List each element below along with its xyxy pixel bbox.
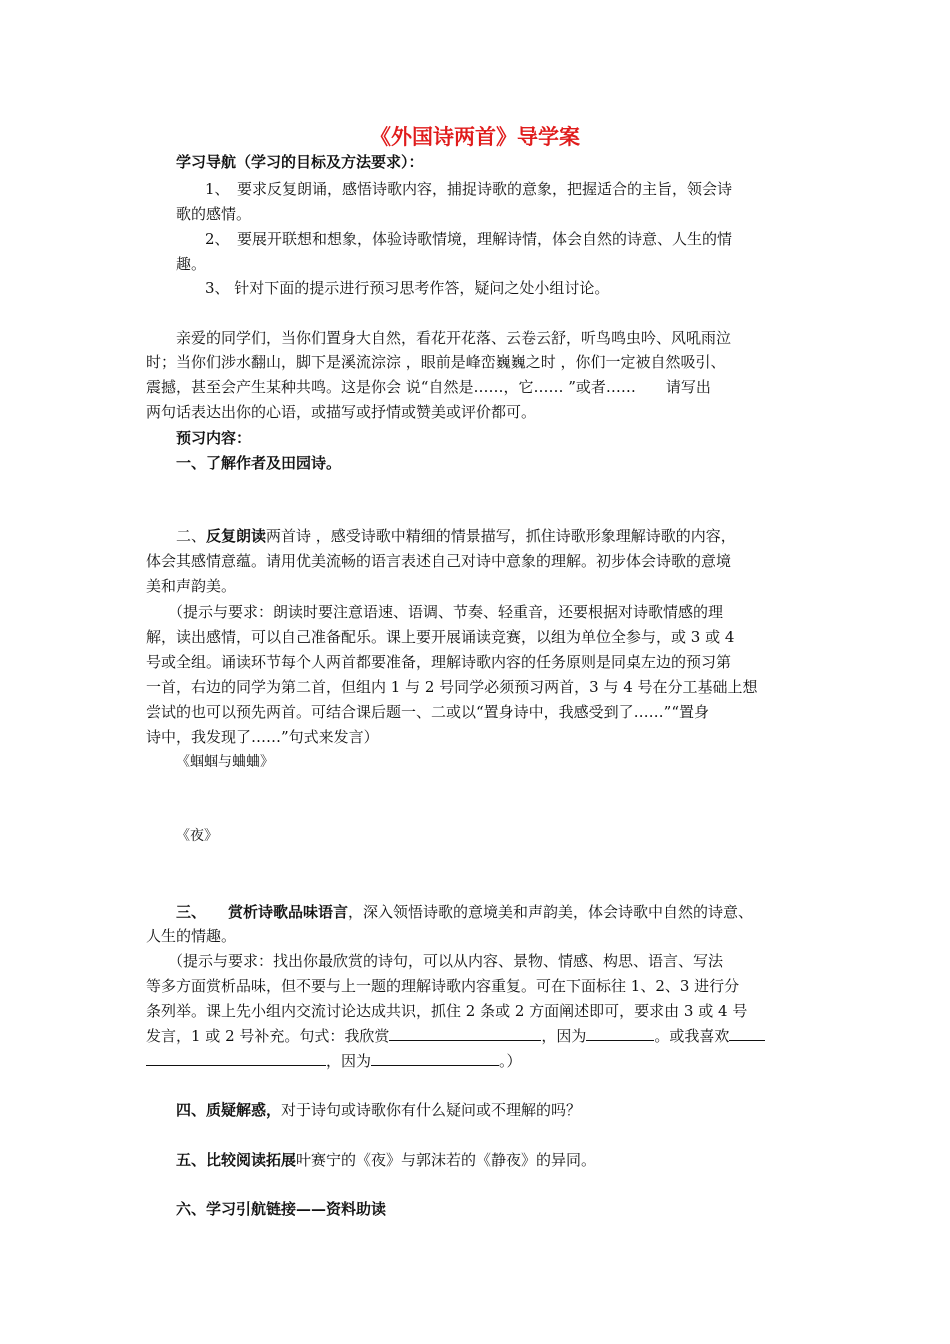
intro-line-1: 亲爱的同学们，当你们置身大自然，看花开花落、云卷云舒，听鸟鸣虫吟、风吼雨泣 — [176, 329, 732, 347]
section-3-line-1 — [176, 902, 753, 922]
section-2-heading: 反复朗读 — [206, 527, 267, 545]
fill-blank-appreciate[interactable] — [389, 1026, 541, 1041]
section-2-line-2: 体会其感情意蕴。请用优美流畅的语言表述自己对诗中意象的理解。初步体会诗歌的意境 — [146, 552, 732, 570]
nav-item-2-line-1: 2、 要展开联想和想象，体验诗歌情境，理解诗情，体会自然的诗意、人生的情 — [205, 230, 733, 248]
section-2-tip-3: 号或全组。诵读环节每个人两首都要准备，理解诗歌内容的任务原则是同桌左边的预习第 — [146, 653, 732, 671]
section-2-tip-5: 尝试的也可以预先两首。可结合课后题一、二或以“置身诗中，我感受到了……”“置身 — [146, 703, 710, 721]
fill-blank-reason-1[interactable] — [586, 1026, 654, 1041]
section-3-tip-2: 等多方面赏析品味，但不要与上一题的理解诗歌内容重复。可在下面标往 1、2、3 进行分 — [146, 977, 740, 995]
poem-title-2: 《夜》 — [176, 828, 218, 844]
intro-line-2: 时；当你们涉水翻山，脚下是溪流淙淙 ，眼前是峰峦巍巍之时 ，你们一定被自然吸引、 — [146, 353, 726, 371]
section-1-heading: 一、了解作者及田园诗。 — [176, 454, 342, 472]
section-3-tip-1: （提示与要求：找出你最欣赏的诗句，可以从内容、景物、情感、构思、语言、写法 — [168, 952, 724, 970]
nav-item-1-line-2: 歌的感情。 — [176, 205, 252, 223]
section-2-line-1 — [176, 526, 736, 546]
section-3-tip-4: 发言，1 或 2 号补充。句式：我欣赏 ，因为 。或我喜欢 — [146, 1026, 765, 1046]
section-3-tip-5: ，因为 。） — [146, 1051, 522, 1071]
page-title: 《外国诗两首》导学案 — [370, 124, 580, 149]
section-5-text: 叶赛宁的《夜》与郭沫若的《静夜》的异同。 — [296, 1151, 597, 1169]
section-2-line-3: 美和声韵美。 — [146, 577, 237, 595]
poem-title-1: 《蝈蝈与蛐蛐》 — [176, 754, 274, 770]
section-2-tip-2: 解，读出感情，可以自己准备配乐。课上要开展诵读竞赛，以组为单位全参与，或 3 或 4 — [146, 628, 735, 646]
nav-item-2-line-2: 趣。 — [176, 255, 207, 273]
nav-item-1-line-1: 1、 要求反复朗诵，感悟诗歌内容，捕捉诗歌的意象，把握适合的主旨，领会诗 — [205, 180, 733, 198]
nav-item-3: 3、 针对下面的提示进行预习思考作答，疑问之处小组讨论。 — [205, 279, 610, 297]
fill-blank-like[interactable] — [146, 1051, 326, 1066]
section-5 — [176, 1150, 596, 1170]
section-4-text: 对于诗句或诗歌你有什么疑问或不理解的吗？ — [281, 1101, 582, 1119]
nav-heading: 学习导航（学习的目标及方法要求）： — [176, 153, 424, 171]
section-2-number: 二、 — [176, 527, 207, 545]
section-2-tip-4: 一首，右边的同学为第二首，但组内 1 与 2 号同学必须预习两首，3 与 4 号在分工基础上想 — [146, 678, 758, 696]
section-2-line-1-text: 两首诗 ，感受诗歌中精细的情景描写，抓住诗歌形象理解诗歌的内容， — [266, 527, 736, 545]
section-3-line-1-text: ，深入领悟诗歌的意境美和声韵美，体会诗歌中自然的诗意、 — [348, 903, 754, 921]
section-2-tip-1: （提示与要求：朗读时要注意语速、语调、节奏、轻重音，还要根据对诗歌情感的理 — [168, 603, 724, 621]
intro-line-4: 两句话表达出你的心语，或描写或抒情或赞美或评价都可。 — [146, 403, 537, 421]
section-4 — [176, 1100, 581, 1120]
section-3-number: 三、 — [176, 903, 207, 921]
section-3-line-2: 人生的情趣。 — [146, 927, 237, 945]
section-4-heading: 四、质疑解惑， — [176, 1101, 282, 1119]
section-6-heading: 六、学习引航链接——资料助读 — [176, 1200, 387, 1218]
preview-heading: 预习内容： — [176, 429, 252, 447]
section-5-heading: 五、比较阅读拓展 — [176, 1151, 297, 1169]
intro-line-3: 震撼，甚至会产生某种共鸣。这是你会 说“自然是……，它…… ”或者…… 请写出 — [146, 378, 711, 396]
fill-blank-reason-2[interactable] — [371, 1051, 499, 1066]
section-3-heading: 赏析诗歌品味语言 — [228, 903, 349, 921]
section-2-tip-6: 诗中，我发现了……”句式来发言） — [146, 728, 379, 746]
fill-blank-like-start[interactable] — [729, 1026, 765, 1041]
section-3-tip-3: 条列举。课上先小组内交流讨论达成共识，抓住 2 条或 2 方面阐述即可，要求由 3 或 4 号 — [146, 1002, 748, 1020]
